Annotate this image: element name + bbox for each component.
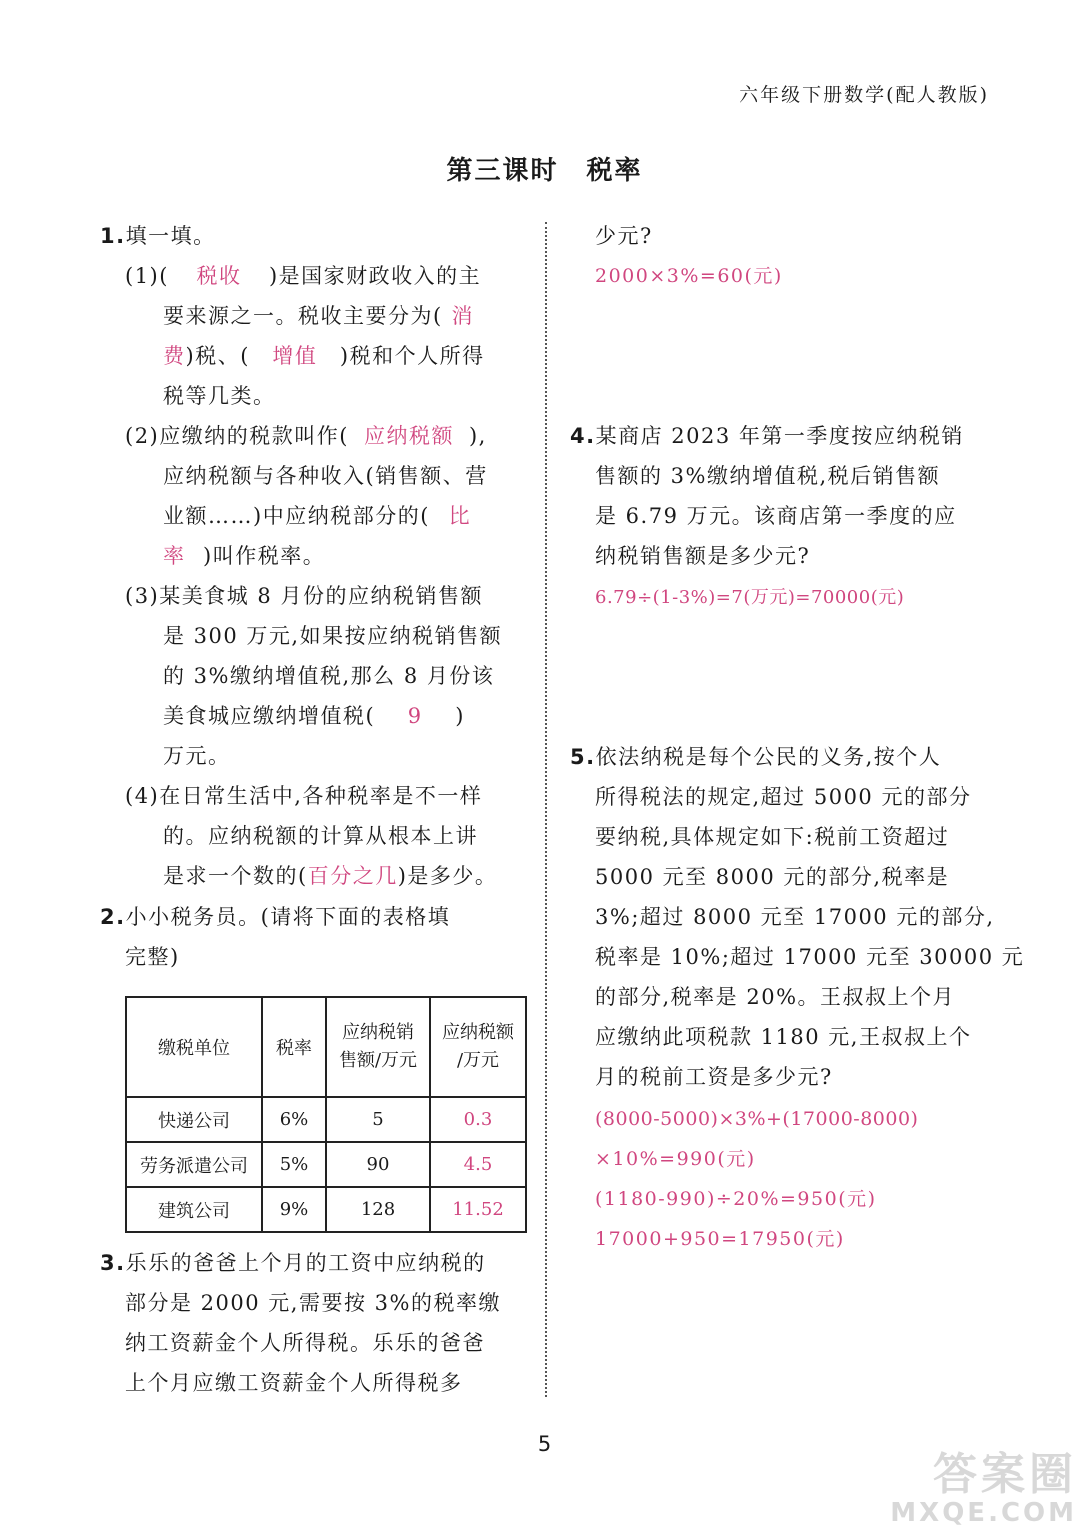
q3-answer: 2000×3%=60(元): [595, 265, 783, 287]
q1-number: 1.: [100, 224, 126, 248]
cell-tax: 0.3: [430, 1097, 526, 1142]
q1-p2-text-b: ),: [468, 424, 487, 448]
q3-line1: [100, 1243, 486, 1283]
cell-unit: 建筑公司: [126, 1187, 262, 1232]
q1-p2-line4: [163, 536, 325, 576]
cell-rate: 9%: [262, 1187, 326, 1232]
q2-number: 2.: [100, 905, 126, 929]
q1-p2-line1: [125, 416, 487, 456]
q5-line6: 税率是 10%;超过 17000 元至 30000 元: [595, 945, 1025, 969]
q1-p2-text-d: 业额……)中应纳税部分的(: [163, 504, 430, 528]
q4-answer: 6.79÷(1-3%)=7(万元)=70000(元): [595, 587, 905, 608]
q5-line2: 所得税法的规定,超过 5000 元的部分: [595, 785, 972, 809]
q3-line4: 上个月应缴工资薪金个人所得税多: [125, 1371, 463, 1395]
header-unit: 缴税单位: [126, 997, 262, 1097]
cell-rate: 5%: [262, 1142, 326, 1187]
q5-line3: 要纳税,具体规定如下:税前工资超过: [595, 825, 950, 849]
q5-line1: [570, 737, 941, 777]
q1-p2-line2: 应纳税额与各种收入(销售额、营: [163, 464, 488, 488]
q1-p4-line2: 的。应纳税额的计算从根本上讲: [163, 824, 478, 848]
watermark-site: MXQE.COM: [890, 1498, 1077, 1528]
q1-p1-line3: [163, 336, 485, 376]
q4-line1: [570, 416, 964, 456]
q1-p1-answer-2a: 消: [451, 304, 474, 328]
q1-p3-line5: 万元。: [163, 744, 231, 768]
q4-line4: 纳税销售额是多少元?: [595, 544, 811, 568]
q1-p4-text-d: )是多少。: [397, 864, 498, 888]
q1-p4-line3: [163, 856, 497, 896]
q4-line3: 是 6.79 万元。该商店第一季度的应: [595, 504, 957, 528]
q1-p3-line3: 的 3%缴纳增值税,那么 8 月份该: [163, 664, 495, 688]
q1-stem: 填一填。: [125, 224, 216, 248]
header-sales-line1: 应纳税销: [342, 1022, 414, 1043]
table-row: [126, 1097, 526, 1142]
header-sales-line2: 售额/万元: [338, 1050, 418, 1071]
q2-line2: 完整): [125, 945, 180, 969]
q1-p4-answer: 百分之几: [307, 864, 398, 888]
q5-answer-line3: (1180-990)÷20%=950(元): [595, 1188, 877, 1210]
header-sales: [326, 997, 430, 1097]
header-rate: 税率: [262, 997, 326, 1097]
q1-p1-line2: [163, 296, 483, 336]
cell-sales: 5: [326, 1097, 430, 1142]
q4-text-1: 某商店 2023 年第一季度按应纳税销: [595, 424, 964, 448]
cell-sales: 90: [326, 1142, 430, 1187]
q1-p4-line1: (4)在日常生活中,各种税率是不一样: [125, 784, 483, 808]
q1-p2-answer-2a: 比: [448, 504, 472, 528]
cell-unit: 劳务派遣公司: [126, 1142, 262, 1187]
q4-number: 4.: [570, 424, 596, 448]
q1-p2-line3: [163, 496, 490, 536]
q4-line2: 售额的 3%缴纳增值税,税后销售额: [595, 464, 941, 488]
q1-p4-text-c: 是求一个数的(: [163, 864, 308, 888]
q5-answer-line2: ×10%=990(元): [595, 1148, 756, 1170]
q1-p1-text-c: 要来源之一。税收主要分为(: [163, 304, 443, 328]
q1-p2-answer-2b: 率: [163, 544, 186, 568]
cell-tax: 11.52: [430, 1187, 526, 1232]
q5-line5: 3%;超过 8000 元至 17000 元的部分,: [595, 905, 995, 929]
q5-line8: 应缴纳此项税款 1180 元,王叔叔上个: [595, 1025, 972, 1049]
q1-p2-text-a: (2)应缴纳的税款叫作(: [125, 424, 349, 448]
lesson-title: [0, 150, 1089, 187]
lesson-title-main: 第三课时: [446, 156, 559, 186]
header-tax-line2: /万元: [456, 1050, 500, 1071]
q1-p1-line4: 税等几类。: [163, 384, 276, 408]
q1-p1-answer-1: 税收: [196, 264, 242, 288]
q1-p1-text-a: (1)(: [125, 264, 169, 288]
page-number: 5: [537, 1432, 552, 1456]
q1-p3-text-e: ): [455, 704, 465, 728]
watermark-logo-text: 答案圈: [933, 1449, 1077, 1500]
q3-line3: 纳工资薪金个人所得税。乐乐的爸爸: [125, 1331, 485, 1355]
cell-unit: 快递公司: [126, 1097, 262, 1142]
q1-p2-answer-1: 应纳税额: [363, 424, 454, 448]
cell-tax: 4.5: [430, 1142, 526, 1187]
cell-rate: 6%: [262, 1097, 326, 1142]
q1-stem-line: [100, 216, 216, 256]
q3-line5: 少元?: [595, 224, 653, 248]
q1-p1-line1: [125, 256, 481, 296]
table-row: [126, 1142, 526, 1187]
header-tax-line1: 应纳税额: [442, 1022, 514, 1043]
q3-text-1: 乐乐的爸爸上个月的工资中应纳税的: [125, 1251, 486, 1275]
q1-p3-answer: 9: [407, 704, 423, 728]
column-divider: [545, 222, 547, 1397]
page-header: 六年级下册数学(配人教版): [739, 84, 989, 106]
q5-answer-line4: 17000+950=17950(元): [595, 1228, 845, 1250]
q2-stem: 小小税务员。(请将下面的表格填: [125, 905, 451, 929]
q1-p1-text-e: )税和个人所得: [339, 344, 485, 368]
q5-line4: 5000 元至 8000 元的部分,税率是: [595, 865, 950, 889]
cell-sales: 128: [326, 1187, 430, 1232]
watermark: [890, 1449, 1077, 1528]
q2-line1: [100, 897, 450, 937]
q1-p1-answer-3: 增值: [272, 344, 318, 368]
q1-p1-answer-2b: 费: [163, 344, 186, 368]
q5-line7: 的部分,税率是 20%。王叔叔上个月: [595, 985, 956, 1009]
q3-number: 3.: [100, 1251, 126, 1275]
q5-line9: 月的税前工资是多少元?: [595, 1065, 833, 1089]
q3-line2: 部分是 2000 元,需要按 3%的税率缴: [125, 1291, 501, 1315]
q5-number: 5.: [570, 745, 596, 769]
q1-p3-line4: [163, 696, 465, 736]
tax-table-header-row: [126, 997, 526, 1097]
tax-table: [125, 996, 527, 1233]
q5-text-1: 依法纳税是每个公民的义务,按个人: [595, 745, 942, 769]
table-row: [126, 1187, 526, 1232]
q5-answer-line1: (8000-5000)×3%+(17000-8000): [595, 1108, 919, 1130]
q1-p3-text-d: 美食城应缴纳增值税(: [163, 704, 376, 728]
header-tax: [430, 997, 526, 1097]
q1-p1-text-d: )税、(: [185, 344, 250, 368]
q1-p1-text-b: )是国家财政收入的主: [268, 264, 482, 288]
q1-p2-text-e: )叫作税率。: [203, 544, 326, 568]
lesson-title-sub: 税率: [586, 156, 643, 186]
q1-p3-line2: 是 300 万元,如果按应纳税销售额: [163, 624, 503, 648]
q1-p3-line1: (3)某美食城 8 月份的应纳税销售额: [125, 584, 483, 608]
